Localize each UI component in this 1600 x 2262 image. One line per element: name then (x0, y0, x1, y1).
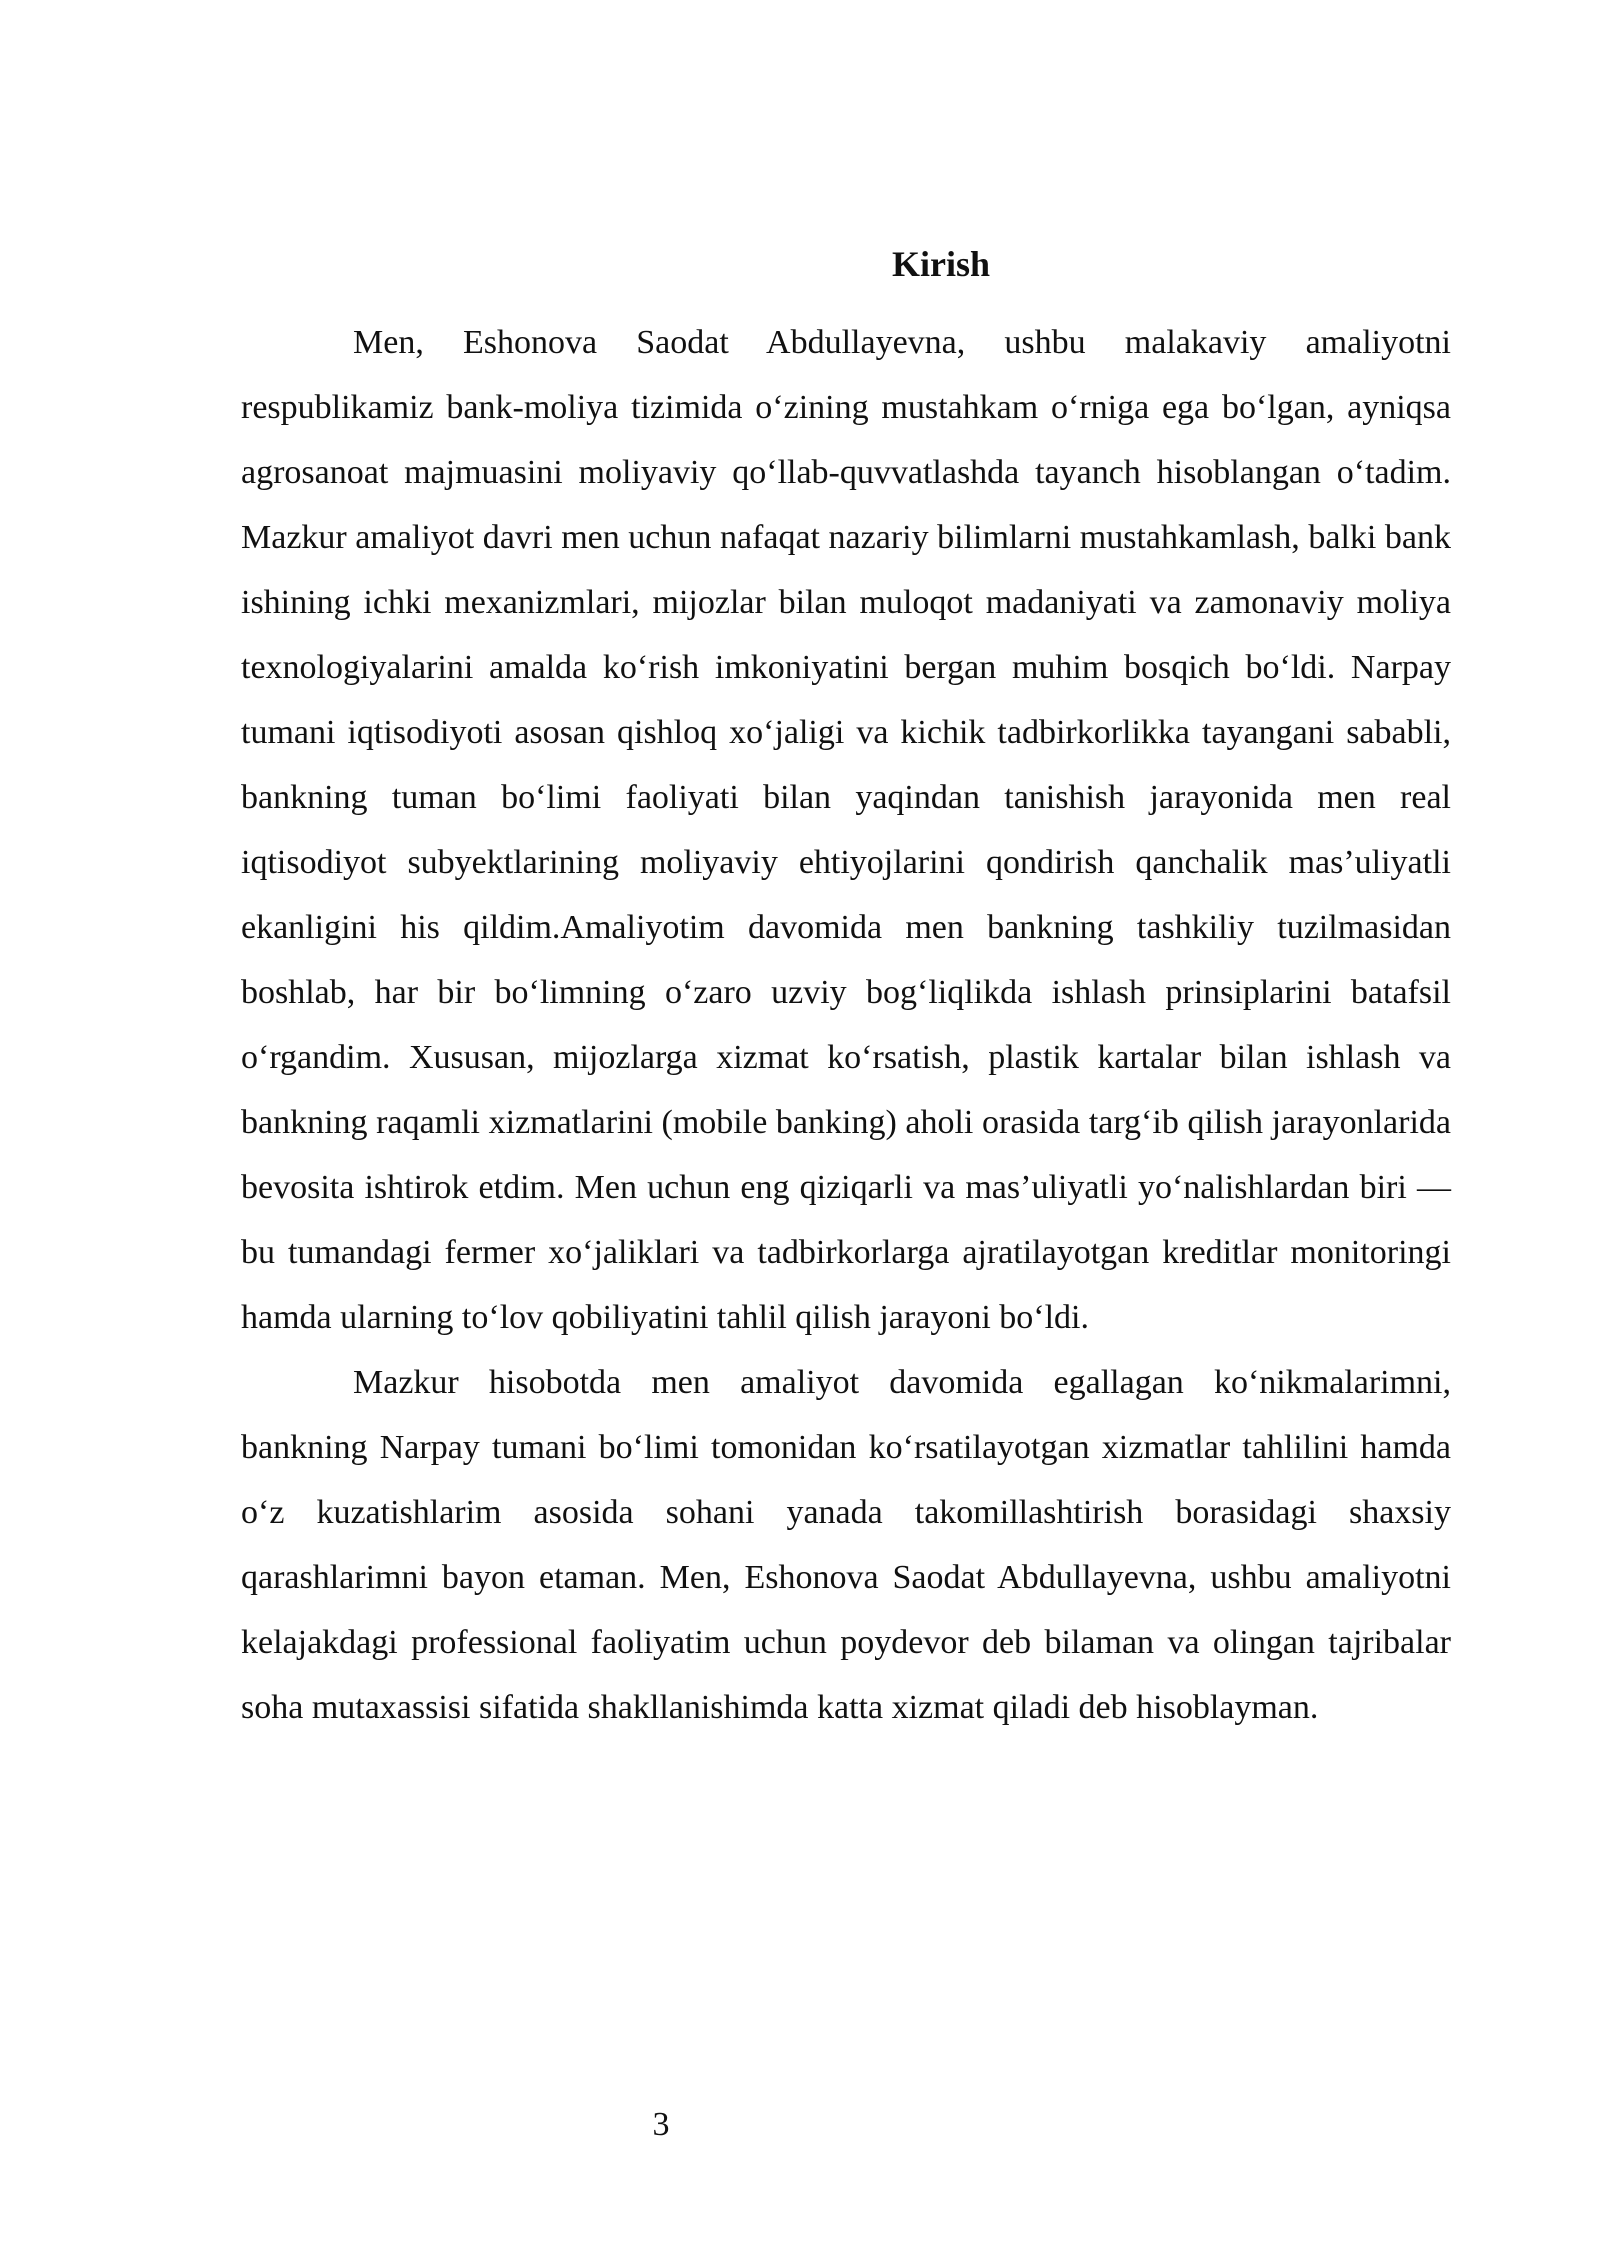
paragraph-2: Mazkur hisobotda men amaliyot davomida egallagan ko‘nikmalarimni, bankning Narpay tumani bo‘limi tomonidan ko‘rsatilayotgan xizmatlar tahlilini hamda o‘z kuzatishlarim asosida sohani yanada takomillashtirish borasidagi shaxsiy qarashlarimni bayon etaman. Men, Eshonova Saodat Abdullayevna, ushbu amaliyotni kelajakdagi professional faoliyatim uchun poydevor deb bilaman va olingan tajribalar soha mutaxassisi sifatida shakllanishimda katta xizmat qiladi deb hisoblayman. (241, 1364, 1451, 1726)
page-number: 3 (652, 2106, 670, 2143)
paragraph-1: Men, Eshonova Saodat Abdullayevna, ushbu malakaviy amaliyotni respublikamiz bank-moliya tizimida o‘zining mustahkam o‘rniga ega bo‘lgan, ayniqsa agrosanoat majmuasini moliyaviy qo‘llab-quvvatlashda tayanch hisoblangan o‘tadim. Mazkur amaliyot davri men uchun nafaqat nazariy bilimlarni mustahkamlash, balki bank ishining ichki mexanizmlari, mijozlar bilan muloqot madaniyati va zamonaviy moliya texnologiyalarini amalda ko‘rish imkoniyatini bergan muhim bosqich bo‘ldi. Narpay tumani iqtisodiyoti asosan qishloq xo‘jaligi va kichik tadbirkorlikka tayangani sababli, bankning tuman bo‘limi faoliyati bilan yaqindan tanishish jarayonida men real iqtisodiyot subyektlarining moliyaviy ehtiyojlarini qondirish qanchalik mas’uliyatli ekanligini his qildim.Amaliyotim davomida men bankning tashkiliy tuzilmasidan boshlab, har bir bo‘limning o‘zaro uzviy bog‘liqlikda ishlash prinsiplarini batafsil o‘rgandim. Xususan, mijozlarga xizmat ko‘rsatish, plastik kartalar bilan ishlash va bankning raqamli xizmatlarini (mobile banking) aholi orasida targ‘ib qilish jarayonlarida bevosita ishtirok etdim. Men uchun eng qiziqarli va mas’uliyatli yo‘nalishlardan biri — bu tumandagi fermer xo‘jaliklari va tadbirkorlarga ajratilayotgan kreditlar monitoringi hamda ularning to‘lov qobiliyatini tahlil qilish jarayoni bo‘ldi. (241, 324, 1451, 1336)
page-content (241, 238, 1451, 1740)
section-title: Kirish (891, 244, 990, 284)
